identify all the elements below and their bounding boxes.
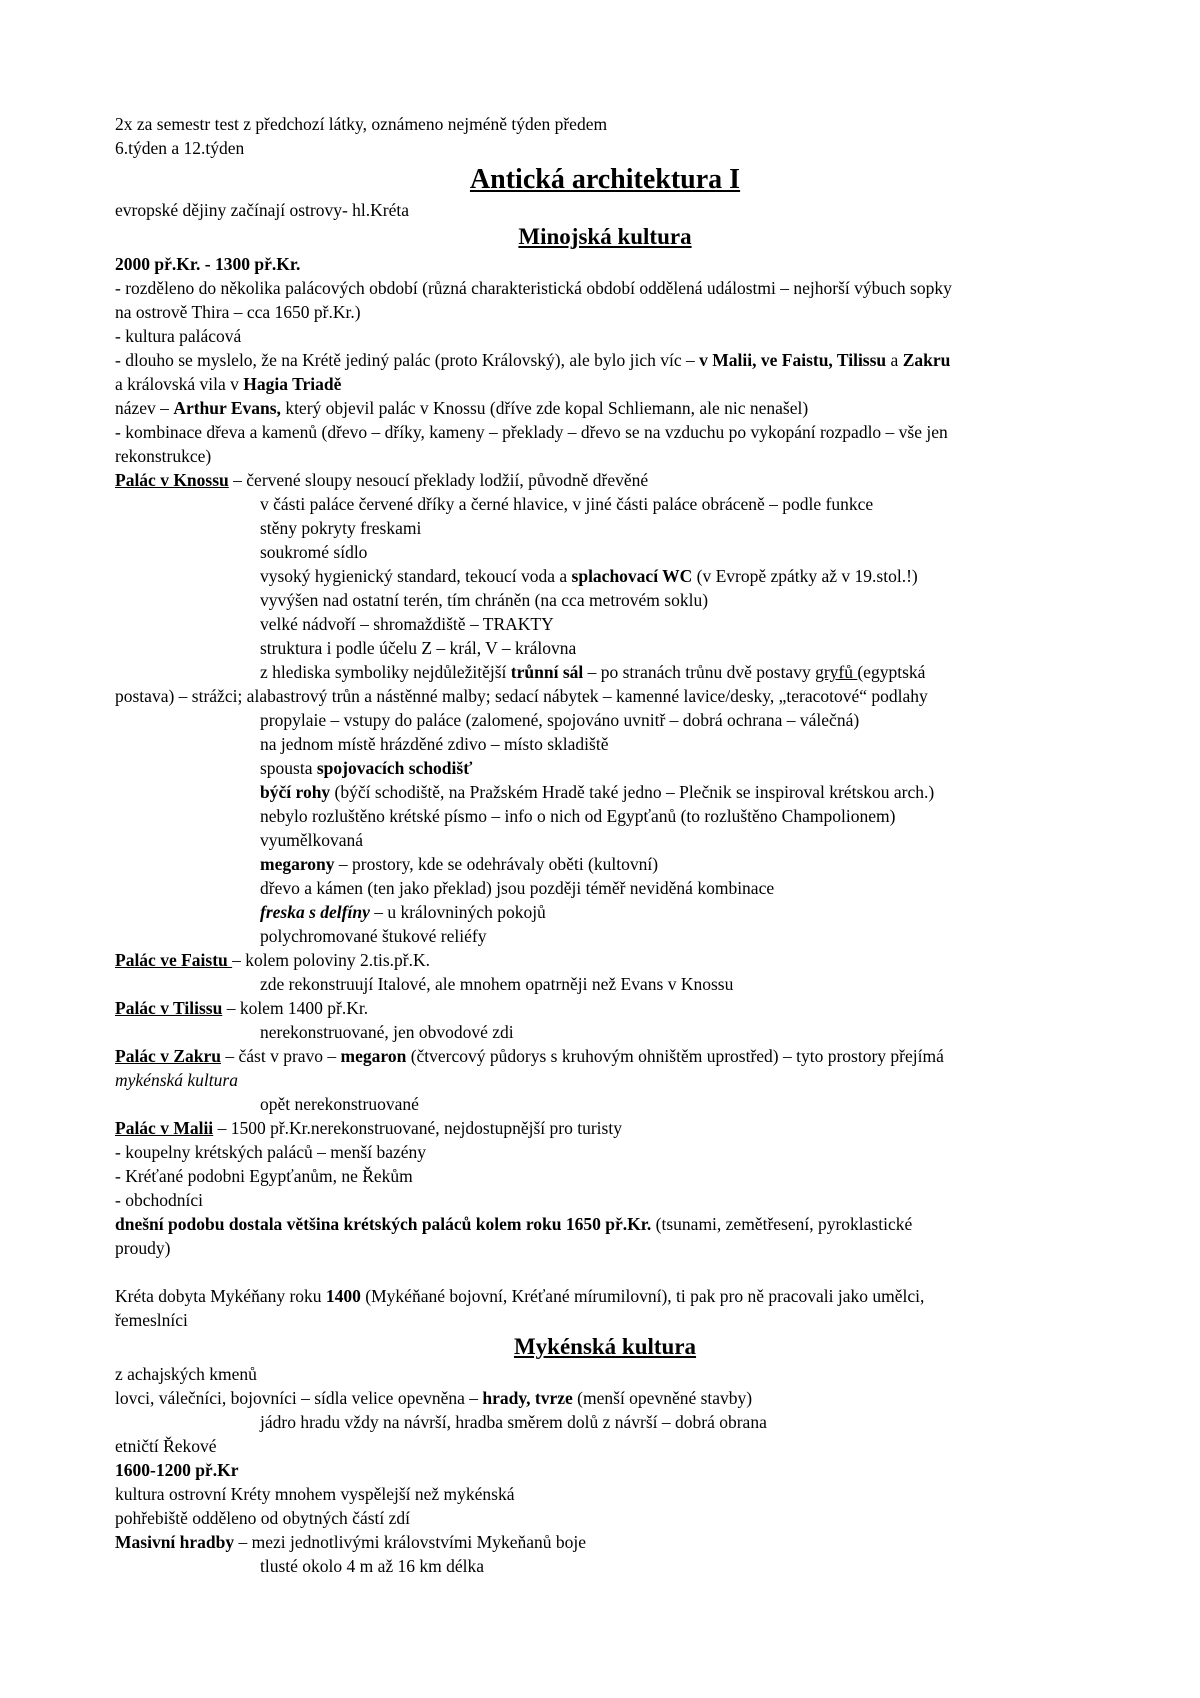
bold-term: 1400 (325, 1286, 361, 1306)
indented-line: vyumělkovaná (260, 830, 364, 850)
indented-line: soukromé sídlo (260, 542, 368, 562)
indented-line: zde rekonstruují Italové, ale mnohem opatrněji než Evans v Knossu (260, 974, 734, 994)
paragraph-line (115, 1284, 1095, 1308)
indented-line: opět nerekonstruované (260, 1094, 419, 1114)
date-range: 1600-1200 př.Kr (115, 1460, 239, 1480)
bold-term: hrady, tvrze (482, 1388, 573, 1408)
indented-line: stěny pokryty freskami (260, 518, 422, 538)
paragraph-line: proudy) (115, 1238, 171, 1258)
bold-term: Masivní hradby (115, 1532, 235, 1552)
spacer (115, 1260, 1095, 1284)
paragraph-line: rekonstrukce) (115, 446, 212, 466)
indented-line: vyvýšen nad ostatní terén, tím chráněn (na cca metrovém soklu) (260, 590, 709, 610)
paragraph-line: kultura ostrovní Kréty mnohem vyspělejší než mykénská (115, 1484, 515, 1504)
section-heading-mycenaean: Mykénská kultura (513, 1334, 697, 1359)
text-span: – kolem poloviny 2.tis.př.K. (232, 950, 430, 970)
paragraph-line: etničtí Řekové (115, 1436, 217, 1456)
paragraph-line: pohřebiště odděleno od obytných částí zdí (115, 1508, 410, 1528)
palace-heading-faistos: Palác ve Faistu (115, 950, 233, 970)
text-span: (menší opevněné stavby) (572, 1388, 753, 1408)
indented-line: na jednom místě hrázděné zdivo – místo skladiště (260, 734, 609, 754)
palace-heading-zakros: Palác v Zakru (115, 1046, 221, 1066)
indented-line (115, 900, 1095, 924)
paragraph-line: z achajských kmenů (115, 1364, 257, 1384)
text-span: (Mykéňané bojovní, Kréťané mírumilovní), ti pak pro ně pracovali jako umělci, (360, 1286, 925, 1306)
document-body (115, 112, 1095, 1578)
indented-line: v části paláce červené dříky a černé hlavice, v jiné části paláce obráceně – podle funkce (260, 494, 874, 514)
indented-line: tlusté okolo 4 m až 16 km délka (260, 1556, 485, 1576)
malia-line (115, 1116, 1095, 1140)
paragraph-line: - rozděleno do několika palácových období (různá charakteristická období oddělená událostmi – nejhorší výbuch sopky (115, 278, 952, 298)
text-span: (v Evropě zpátky až v 19.stol.!) (692, 566, 918, 586)
indented-line (115, 564, 1095, 588)
text-span: (tsunami, zemětřesení, pyroklastické (651, 1214, 913, 1234)
villa-name: Hagia Triadě (243, 374, 342, 394)
paragraph-line (115, 1386, 1095, 1410)
text-span: – mezi jednotlivými královstvími Mykeňanů boje (234, 1532, 587, 1552)
text-span: – červené sloupy nesoucí překlady lodžií, původně dřevěné (228, 470, 649, 490)
text-span: název – (115, 398, 174, 418)
indented-line (115, 660, 1095, 684)
bullet-line: - obchodníci (115, 1190, 203, 1210)
bold-italic-term: freska s delfíny (260, 902, 370, 922)
intro-line: evropské dějiny začínají ostrovy- hl.Kréta (115, 200, 409, 220)
tilissos-line (115, 996, 1095, 1020)
bold-term: dnešní podobu dostala většina krétských paláců kolem roku 1650 př.Kr. (115, 1214, 652, 1234)
text-span: – kolem 1400 př.Kr. (222, 998, 369, 1018)
indented-line: struktura i podle účelu Z – král, V – královna (260, 638, 577, 658)
page-title: Antická architektura I (469, 164, 741, 195)
bold-term: spojovacích schodišť (316, 758, 473, 778)
palace-name: Zakru (902, 350, 951, 370)
text-span: – 1500 př.Kr.nerekonstruované, nejdostupnější pro turisty (213, 1118, 622, 1138)
zakros-line (115, 1044, 1095, 1068)
text-span: Kréta dobyta Mykéňany roku (115, 1286, 326, 1306)
italic-line: mykénská kultura (115, 1070, 238, 1090)
text-span: spousta (260, 758, 317, 778)
text-span: vysoký hygienický standard, tekoucí voda a (260, 566, 572, 586)
indented-line: polychromované štukové reliéfy (260, 926, 487, 946)
indented-line: velké nádvoří – shromaždiště – TRAKTY (260, 614, 554, 634)
palace-heading-tilissos: Palác v Tilissu (115, 998, 223, 1018)
section-heading-minoan: Minojská kultura (518, 224, 692, 249)
indented-line (115, 780, 1095, 804)
text-span: - dlouho se myslelo, že na Krétě jediný palác (proto Královský), ale bylo jich víc – (115, 350, 700, 370)
text-span: lovci, válečníci, bojovníci – sídla velice opevněna – (115, 1388, 483, 1408)
text-span: – po stranách trůnu dvě postavy (583, 662, 816, 682)
bold-term: megaron (340, 1046, 407, 1066)
indented-line (115, 756, 1095, 780)
text-span: – prostory, kde se odehrávaly oběti (kultovní) (334, 854, 659, 874)
bold-term: trůnní sál (510, 662, 584, 682)
indented-line: nerekonstruované, jen obvodové zdi (260, 1022, 514, 1042)
bold-term: megarony (260, 854, 335, 874)
palace-heading-malia: Palác v Malii (115, 1118, 214, 1138)
text-span: (býčí schodiště, na Pražském Hradě také jedno – Plečnik se inspiroval krétskou arch.) (330, 782, 935, 802)
date-range: 2000 př.Kr. - 1300 př.Kr. (115, 254, 301, 274)
underlined-term: gryfů (815, 662, 858, 682)
knossos-line (115, 468, 1095, 492)
bold-term: splachovací WC (571, 566, 693, 586)
bullet-line: - koupelny krétských paláců – menší bazény (115, 1142, 427, 1162)
indented-line: nebylo rozluštěno krétské písmo – info o nich od Egypťanů (to rozluštěno Champolionem) (260, 806, 896, 826)
person-name: Arthur Evans, (173, 398, 281, 418)
paragraph-line (115, 348, 1095, 372)
bullet-line: - Kréťané podobni Egypťanům, ne Řekům (115, 1166, 413, 1186)
paragraph-line: řemeslníci (115, 1310, 188, 1330)
paragraph-line (115, 1212, 1095, 1236)
indented-line: dřevo a kámen (ten jako překlad) jsou později téměř neviděná kombinace (260, 878, 775, 898)
paragraph-line (115, 396, 1095, 420)
indented-line (115, 852, 1095, 876)
note-line: 2x za semestr test z předchozí látky, oznámeno nejméně týden předem (115, 114, 608, 134)
bold-term: býčí rohy (260, 782, 331, 802)
paragraph-line: - kombinace dřeva a kamenů (dřevo – dříky, kameny – překlady – dřevo se na vzduchu po vykopání rozpadlo – vše jen (115, 422, 948, 442)
palace-heading-knossos: Palác v Knossu (115, 470, 229, 490)
text-span: z hlediska symboliky nejdůležitější (260, 662, 511, 682)
paragraph-line: - kultura palácová (115, 326, 242, 346)
indented-line: propylaie – vstupy do paláce (zalomené, spojováno uvnitř – dobrá ochrana – válečná) (260, 710, 860, 730)
note-line: 6.týden a 12.týden (115, 138, 245, 158)
text-span: (čtvercový půdorys s kruhovým ohništěm uprostřed) – tyto prostory přejímá (406, 1046, 944, 1066)
paragraph-line (115, 372, 1095, 396)
paragraph-line: na ostrově Thira – cca 1650 př.Kr.) (115, 302, 361, 322)
paragraph-line (115, 1530, 1095, 1554)
indented-line: jádro hradu vždy na návrší, hradba směrem dolů z návrší – dobrá obrana (260, 1412, 767, 1432)
text-span: který objevil palác v Knossu (dříve zde kopal Schliemann, ale nic nenašel) (280, 398, 809, 418)
text-span: – u královniných pokojů (369, 902, 546, 922)
paragraph-line: postava) – strážci; alabastrový trůn a nástěnné malby; sedací nábytek – kamenné lavice/desky, „teracotové“ podlahy (115, 686, 928, 706)
palace-list: v Malii, ve Faistu, Tilissu (699, 350, 887, 370)
text-span: a královská vila v (115, 374, 244, 394)
text-span: (egyptská (857, 662, 926, 682)
text-span: – část v pravo – (220, 1046, 341, 1066)
faistos-line (115, 948, 1095, 972)
text-span: a (886, 350, 903, 370)
